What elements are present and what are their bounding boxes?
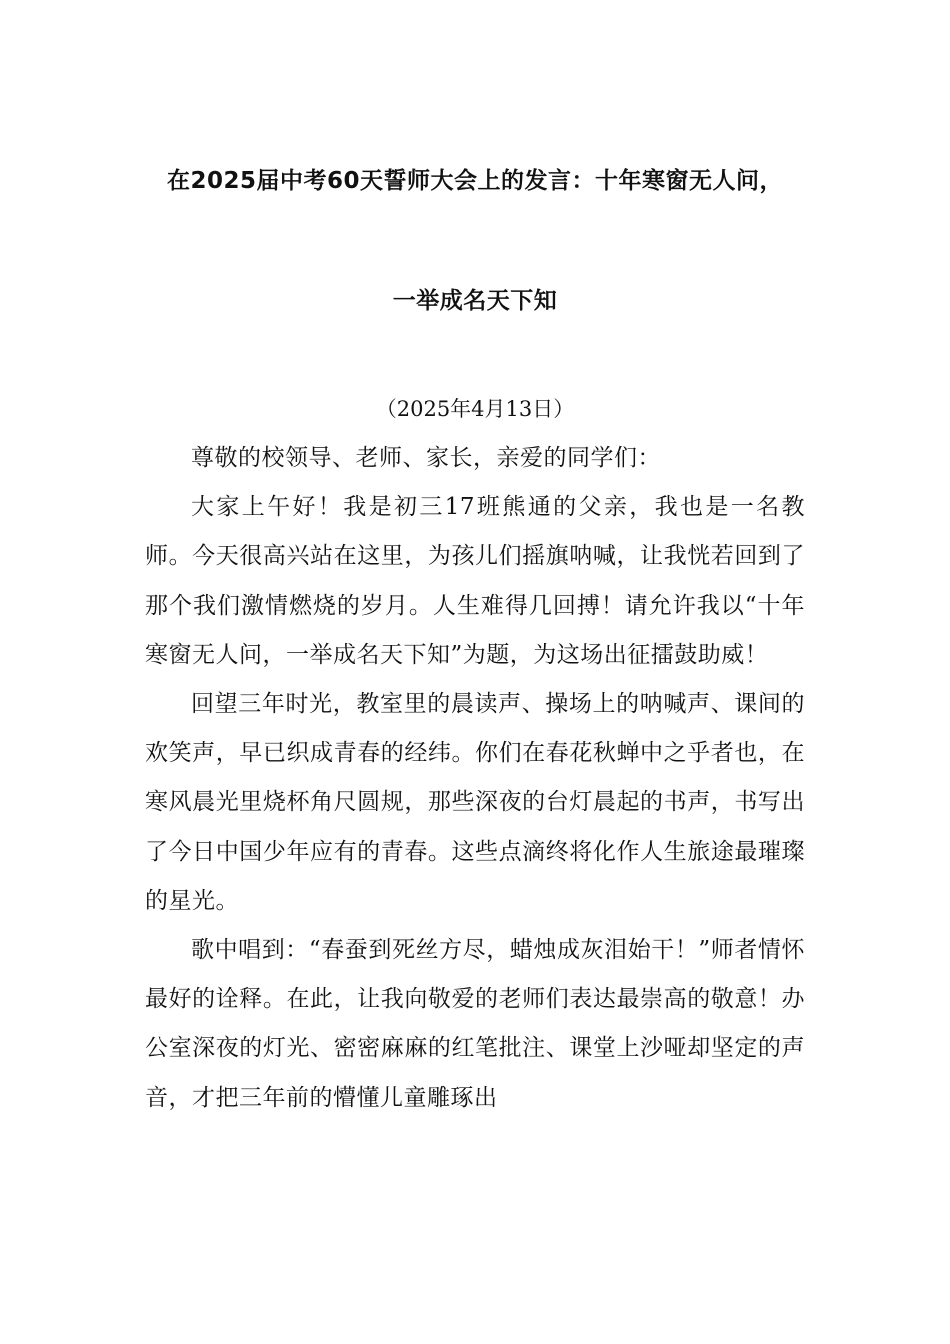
salutation: 尊敬的校领导、老师、家长，亲爱的同学们： [191,445,661,471]
paragraph-2: 回望三年时光，教室里的晨读声、操场上的呐喊声、课间的欢笑声，早已织成青春的经纬。你们在春花秋蝉中之乎者也，在寒风晨光里烧杯角尺圆规，那些深夜的台灯晨起的书声，书写出了今日中国少年应有的青春。这些点滴终将化作人生旅途最璀璨的星光。 [145,691,805,914]
document-body [145,434,805,1123]
document-title-line-1: 在2025届中考60天誓师大会上的发言：十年寒窗无人问， [166,168,784,194]
paragraph-1: 大家上午好！我是初三17班熊通的父亲，我也是一名教师。今天很高兴站在这里，为孩儿们摇旗呐喊，让我恍若回到了那个我们激情燃烧的岁月。人生难得几回搏！请允许我以“十年寒窗无人问，一举成名天下知”为题，为这场出征擂鼓助威！ [145,494,805,668]
document-date: （2025年4月13日） [375,397,575,421]
document-title-line-2: 一举成名天下知 [392,288,558,314]
paragraph-3: 歌中唱到：“春蚕到死丝方尽，蜡烛成灰泪始干！”师者情怀最好的诠释。在此，让我向敬爱的老师们表达最崇高的敬意！办公室深夜的灯光、密密麻麻的红笔批注、课堂上沙哑却坚定的声音，才把三年前的懵懂儿童雕琢出 [145,937,805,1111]
